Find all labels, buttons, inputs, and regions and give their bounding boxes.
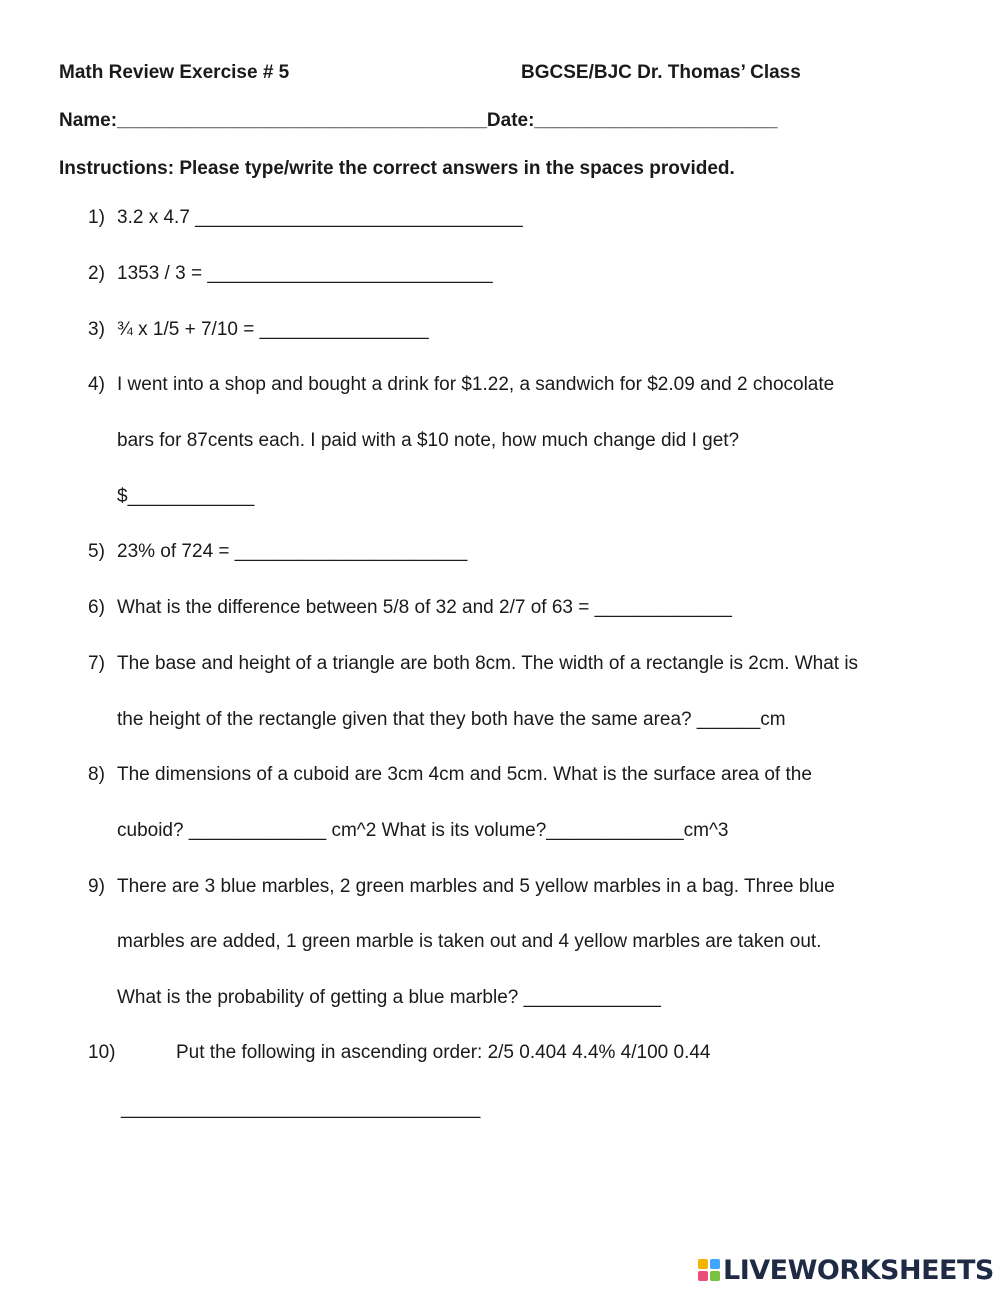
question-number: 8) xyxy=(88,764,105,785)
question-number: 1) xyxy=(88,207,105,228)
question-number: 2) xyxy=(88,263,105,284)
question-10-answer[interactable]: __________________________________ xyxy=(121,1098,481,1119)
question-number: 7) xyxy=(88,653,105,674)
question-8-line-1: The dimensions of a cuboid are 3cm 4cm and 5cm. What is the surface area of the xyxy=(117,764,812,785)
worksheet-title: Math Review Exercise # 5 xyxy=(59,62,290,83)
question-4-answer[interactable]: $____________ xyxy=(117,486,255,507)
question-number: 3) xyxy=(88,319,105,340)
logo-square xyxy=(698,1271,708,1281)
logo-square xyxy=(698,1259,708,1269)
logo-square xyxy=(710,1271,720,1281)
question-9-line-2: marbles are added, 1 green marble is taken out and 4 yellow marbles are taken out. xyxy=(117,931,822,952)
question-number: 9) xyxy=(88,876,105,897)
question-8-answer[interactable]: cuboid? _____________ cm^2 What is its volume?_____________cm^3 xyxy=(117,820,729,841)
question-1-text[interactable]: 3.2 x 4.7 _______________________________ xyxy=(117,207,523,228)
question-number: 4) xyxy=(88,374,105,395)
liveworksheets-logo xyxy=(698,1255,994,1285)
question-9-line-1: There are 3 blue marbles, 2 green marbles and 5 yellow marbles in a bag. Three blue xyxy=(117,876,835,897)
logo-mark-icon xyxy=(698,1259,720,1281)
name-date-line[interactable]: Name:___________________________________Date:_______________________ xyxy=(59,110,778,131)
question-6-text[interactable]: What is the difference between 5/8 of 32 and 2/7 of 63 = _____________ xyxy=(117,597,732,618)
question-7-line-1: The base and height of a triangle are both 8cm. The width of a rectangle is 2cm. What is xyxy=(117,653,859,674)
question-3-text[interactable]: ¾ x 1/5 + 7/10 = ________________ xyxy=(117,319,429,340)
logo-square xyxy=(710,1259,720,1269)
question-2-text[interactable]: 1353 / 3 = ___________________________ xyxy=(117,263,493,284)
question-7-answer[interactable]: the height of the rectangle given that they both have the same area? ______cm xyxy=(117,709,786,730)
instructions: Instructions: Please type/write the correct answers in the spaces provided. xyxy=(59,158,735,179)
class-name: BGCSE/BJC Dr. Thomas’ Class xyxy=(521,62,801,83)
question-4-line-1: I went into a shop and bought a drink for $1.22, a sandwich for $2.09 and 2 chocolate xyxy=(117,374,835,395)
question-number: 6) xyxy=(88,597,105,618)
question-4-line-2: bars for 87cents each. I paid with a $10 note, how much change did I get? xyxy=(117,430,740,451)
question-number: 5) xyxy=(88,541,105,562)
question-number: 10) xyxy=(88,1042,116,1063)
question-9-answer[interactable]: What is the probability of getting a blue marble? _____________ xyxy=(117,987,661,1008)
logo-text: LIVEWORKSHEETS xyxy=(723,1254,994,1286)
question-5-text[interactable]: 23% of 724 = ______________________ xyxy=(117,541,468,562)
question-10-text: Put the following in ascending order: 2/5 0.404 4.4% 4/100 0.44 xyxy=(176,1042,711,1063)
